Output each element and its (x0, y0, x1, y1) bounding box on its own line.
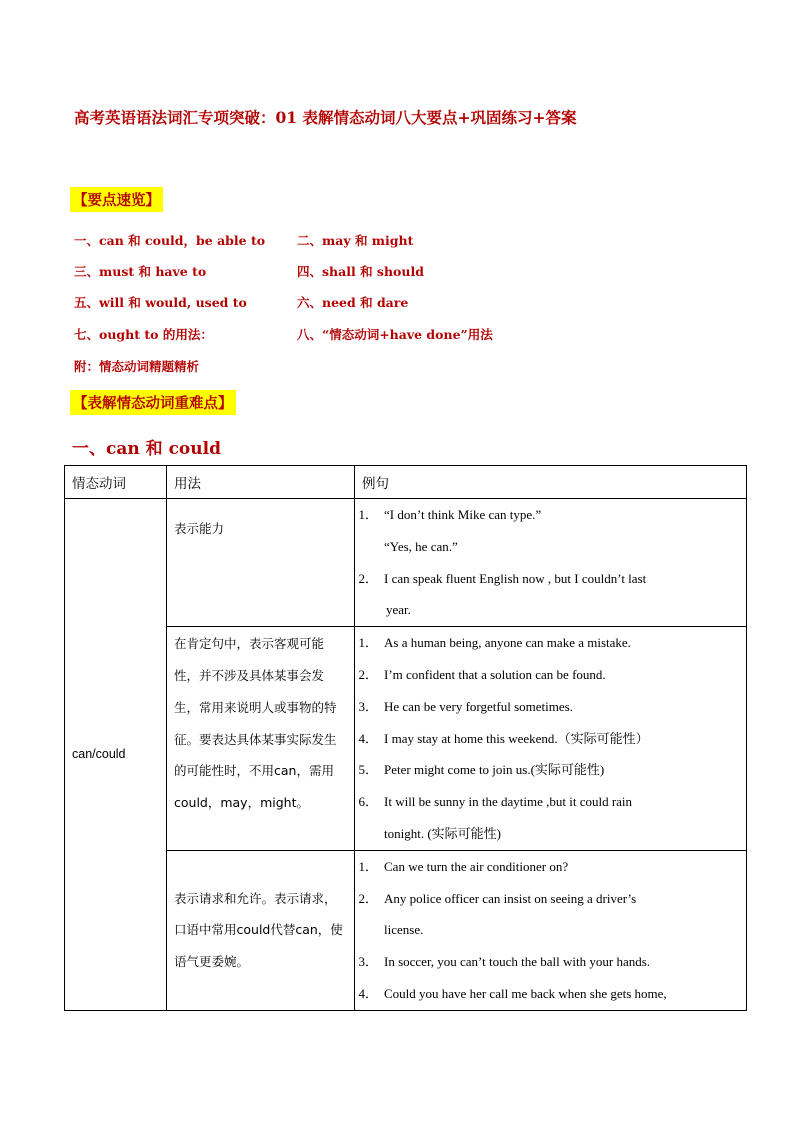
table-row (65, 627, 747, 851)
example-item: 1． “I don’t think Mike can type.” “Yes, he can.” (358, 507, 542, 554)
table-header-row (65, 466, 747, 499)
toc-item-8: 八、“情态动词+have done”用法 (297, 327, 493, 342)
toc-item-7: 七、ought to 的用法： (74, 327, 213, 342)
example-item: 1． Can we turn the air conditioner on? (358, 858, 569, 874)
example-item: 4． I may stay at home this weekend.（实际可能性） (358, 730, 649, 746)
document-title: 高考英语语法词汇专项突破：01 表解情态动词八大要点+巩固练习+答案 (74, 108, 577, 127)
usage-cell: 在肯定句中，表示客观可能性，并不涉及具体某事会发生，常用来说明人或事物的特征。要表达具体某事实际发生的可能性时，不用can，需用could，may，might。 (167, 627, 355, 851)
example-item: 3． He can be very forgetful sometimes. (358, 698, 573, 714)
toc-item-5: 五、will 和 would, used to (74, 295, 247, 310)
table-row (65, 850, 747, 1010)
example-item: 2． I can speak fluent English now , but I couldn’t last year. (358, 570, 647, 618)
examples-cell (355, 627, 747, 851)
usage-cell: 表示能力 (167, 499, 355, 627)
example-item: 5． Peter might come to join us.(实际可能性) (358, 762, 605, 778)
header-modal: 情态动词 (65, 466, 167, 499)
section-heading: 一、can 和 could (72, 439, 221, 459)
table-row (65, 499, 747, 627)
example-item: 3． In soccer, you can’t touch the ball with your hands. (358, 954, 651, 970)
examples-cell (355, 850, 747, 1010)
example-item: 4． Could you have her call me back when she gets home, (358, 985, 667, 1001)
toc-item-appendix: 附：情态动词精题精析 (74, 359, 200, 374)
toc-item-1: 一、can 和 could，be able to (74, 233, 266, 248)
toc-item-3: 三、must 和 have to (74, 264, 207, 279)
toc-item-4: 四、shall 和 should (297, 264, 424, 279)
example-item: 2． Any police officer can insist on seeing a driver’s license. (358, 890, 637, 938)
detail-heading: 【表解情态动词重难点】 (70, 390, 236, 415)
usage-cell: 表示请求和允许。表示请求，口语中常用could代替can，使语气更委婉。 (167, 850, 355, 1010)
toc-item-2: 二、may 和 might (297, 233, 414, 248)
toc-item-6: 六、need 和 dare (297, 295, 409, 310)
example-item: 6． It will be sunny in the daytime ,but it could rain tonight. (实际可能性) (358, 794, 633, 841)
example-item: 2． I’m confident that a solution can be found. (358, 666, 606, 682)
examples-cell (355, 499, 747, 627)
overview-heading: 【要点速览】 (70, 187, 163, 212)
example-item: 1． As a human being, anyone can make a mistake. (358, 635, 631, 651)
header-examples: 例句 (355, 466, 747, 499)
modal-cell: can/could (65, 499, 167, 1011)
modal-verb-table (64, 465, 747, 1011)
header-usage: 用法 (167, 466, 355, 499)
